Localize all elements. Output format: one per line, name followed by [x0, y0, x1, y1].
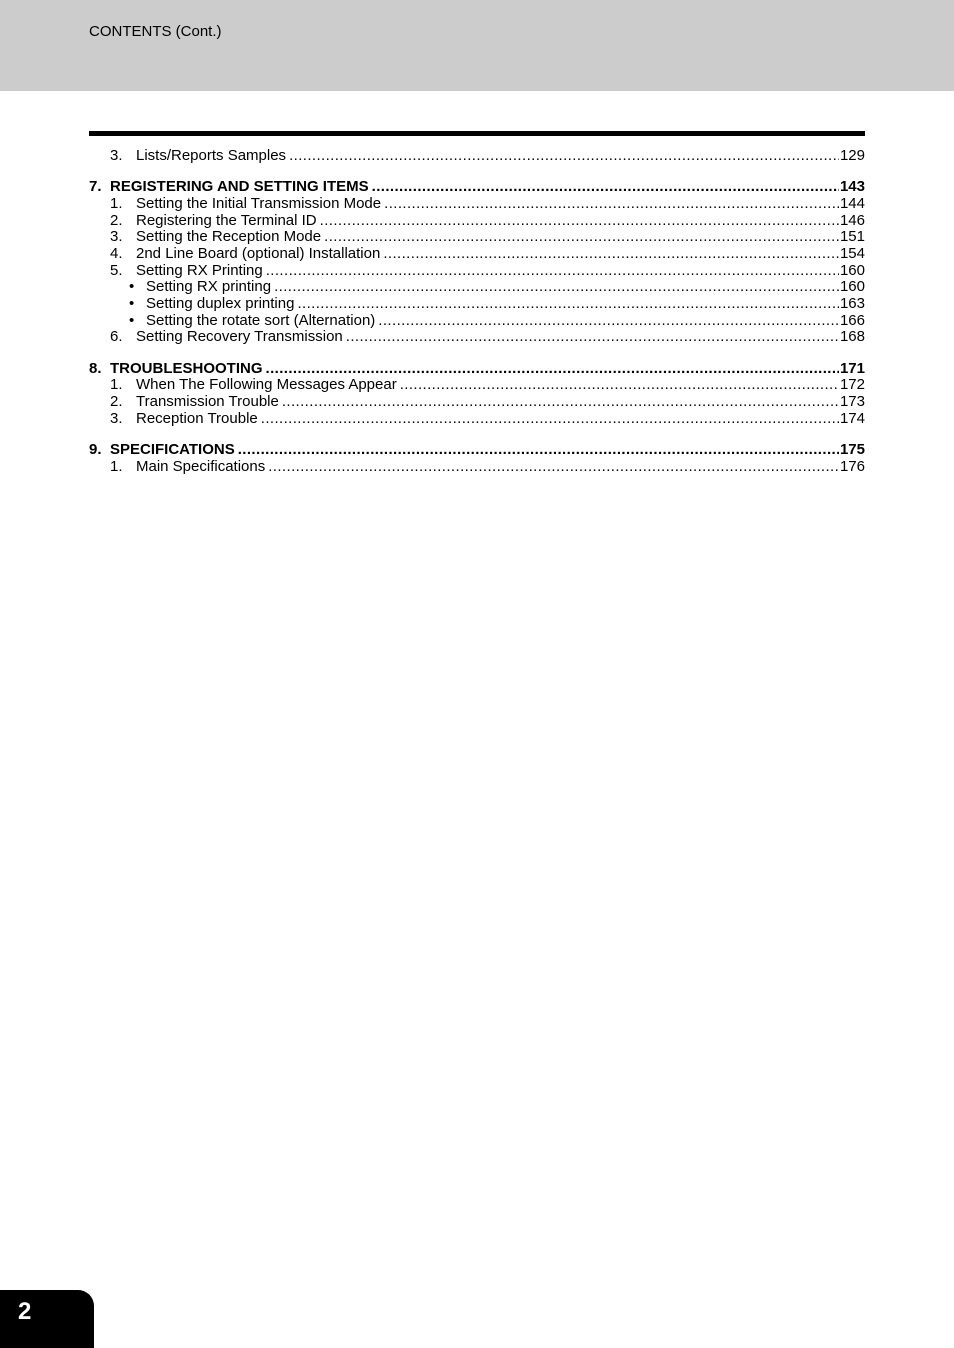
toc-entry[interactable]	[89, 394, 865, 411]
toc-entry-page: 174	[839, 409, 865, 427]
dot-leader	[261, 411, 839, 428]
toc-entry[interactable]	[89, 263, 865, 280]
toc-entry-number: 1.	[110, 194, 123, 212]
dot-leader	[383, 246, 839, 263]
dot-leader	[268, 459, 839, 476]
dot-leader	[346, 329, 839, 346]
toc-chapter[interactable]	[89, 442, 865, 459]
toc-entry-page: 129	[839, 147, 865, 164]
toc-entry-page: 144	[839, 194, 865, 212]
toc-chapter-page: 171	[839, 359, 865, 377]
dot-leader	[282, 394, 839, 411]
page-number: 2	[18, 1298, 32, 1325]
toc-entry-title: Setting Recovery Transmission	[136, 328, 343, 346]
toc-chapter-number: 9.	[89, 440, 102, 458]
toc-entry-title: Main Specifications	[136, 457, 266, 475]
dot-leader	[297, 296, 839, 313]
dot-leader	[320, 213, 839, 230]
toc-entry-number: 3.	[110, 228, 123, 246]
toc-chapter-number: 7.	[89, 178, 102, 196]
dot-leader	[274, 279, 839, 296]
dot-leader	[324, 229, 839, 246]
dot-leader	[266, 361, 839, 378]
toc-entry-title: Transmission Trouble	[136, 392, 279, 410]
dot-leader	[378, 313, 839, 330]
dot-leader	[266, 263, 839, 280]
dot-leader	[289, 148, 839, 165]
toc-entry-page: 154	[839, 244, 865, 262]
toc-entry-title: Setting the Initial Transmission Mode	[136, 194, 382, 212]
dot-leader	[238, 442, 839, 459]
toc-subentry-page: 160	[839, 278, 865, 296]
toc-entry-page: 160	[839, 261, 865, 279]
toc-entry-page: 151	[839, 228, 865, 246]
toc-entry-number: 4.	[110, 244, 123, 262]
dot-leader	[400, 377, 839, 394]
toc-entry[interactable]	[89, 246, 865, 263]
toc-entry-number: 2.	[110, 392, 123, 410]
toc-subentry-title: Setting the rotate sort (Alternation)	[146, 311, 376, 329]
toc-entry-title: Lists/Reports Samples	[136, 147, 287, 164]
toc-entry-title: When The Following Messages Appear	[136, 376, 397, 394]
toc-subentry-title: Setting RX printing	[146, 278, 272, 296]
toc-entry-page: 172	[839, 376, 865, 394]
toc-chapter[interactable]	[89, 179, 865, 196]
toc-entry-page: 168	[839, 328, 865, 346]
toc-entry[interactable]	[89, 377, 865, 394]
dot-leader	[372, 179, 839, 196]
toc-entry-page: 146	[839, 211, 865, 229]
toc-entry-title: Reception Trouble	[136, 409, 258, 427]
toc-entry[interactable]	[89, 411, 865, 428]
toc-chapter-number: 8.	[89, 359, 102, 377]
toc-entry-number: 6.	[110, 328, 123, 346]
toc-entry-page: 176	[839, 457, 865, 475]
toc-entry[interactable]	[89, 148, 865, 165]
page-header-title: CONTENTS (Cont.)	[89, 23, 222, 40]
toc-entry-number: 3.	[110, 147, 123, 164]
toc-entry-number: 3.	[110, 409, 123, 427]
toc-chapter-page: 143	[839, 178, 865, 196]
header-band	[0, 0, 954, 91]
table-of-contents	[89, 148, 865, 475]
toc-entry-number: 2.	[110, 211, 123, 229]
toc-entry-title: 2nd Line Board (optional) Installation	[136, 244, 381, 262]
bullet-icon: •	[129, 311, 135, 329]
toc-chapter[interactable]	[89, 361, 865, 378]
bullet-icon: •	[129, 295, 135, 312]
toc-subentry[interactable]	[89, 279, 865, 296]
toc-subentry-page: 166	[839, 311, 865, 329]
toc-subentry[interactable]	[89, 296, 865, 313]
page-number-tab	[0, 1290, 94, 1348]
toc-chapter-title: REGISTERING AND SETTING ITEMS	[110, 178, 369, 196]
toc-entry[interactable]	[89, 213, 865, 230]
toc-chapter-title: SPECIFICATIONS	[110, 440, 235, 458]
toc-entry-number: 1.	[110, 376, 123, 394]
toc-entry[interactable]	[89, 459, 865, 476]
toc-chapter-page: 175	[839, 440, 865, 458]
heading-rule	[89, 131, 865, 136]
toc-entry-page: 173	[839, 392, 865, 410]
toc-subentry-page: 163	[839, 295, 865, 312]
toc-chapter-title: TROUBLESHOOTING	[110, 359, 263, 377]
toc-entry-number: 5.	[110, 261, 123, 279]
toc-entry-title: Setting RX Printing	[136, 261, 263, 279]
toc-entry[interactable]	[89, 229, 865, 246]
toc-entry-number: 1.	[110, 457, 123, 475]
toc-entry-title: Registering the Terminal ID	[136, 211, 317, 229]
bullet-icon: •	[129, 278, 135, 296]
toc-subentry-title: Setting duplex printing	[146, 295, 295, 312]
toc-subentry[interactable]	[89, 313, 865, 330]
toc-entry-title: Setting the Reception Mode	[136, 228, 322, 246]
toc-entry[interactable]	[89, 329, 865, 346]
dot-leader	[384, 196, 839, 213]
toc-entry[interactable]	[89, 196, 865, 213]
